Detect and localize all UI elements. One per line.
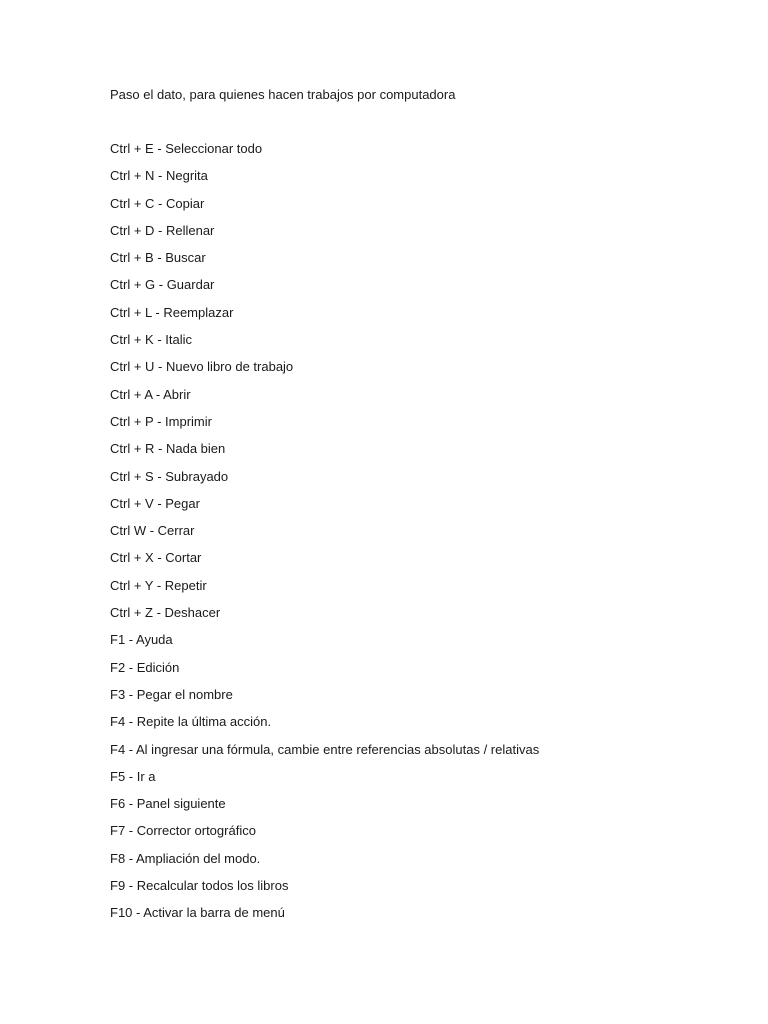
shortcut-item: Ctrl + G - Guardar [110,277,215,293]
shortcut-item: F2 - Edición [110,659,180,675]
shortcut-item: Ctrl W - Cerrar [110,523,195,539]
shortcut-item: Ctrl + Y - Repetir [110,577,207,593]
shortcut-item: Ctrl + K - Italic [110,332,192,348]
shortcut-item: F4 - Repite la última acción. [110,714,272,730]
shortcut-item: Ctrl + V - Pegar [110,495,200,511]
shortcut-item: F7 - Corrector ortográfico [110,823,256,839]
shortcut-item: Ctrl + U - Nuevo libro de trabajo [110,359,294,375]
shortcut-item: F6 - Panel siguiente [110,796,226,812]
shortcut-item: Ctrl + D - Rellenar [110,222,215,238]
shortcut-item: Ctrl + N - Negrita [110,168,208,184]
shortcut-item: Ctrl + S - Subrayado [110,468,229,484]
shortcut-item: F8 - Ampliación del modo. [110,850,261,866]
shortcut-item: Ctrl + B - Buscar [110,250,206,266]
shortcut-item: Ctrl + Z - Deshacer [110,605,221,621]
shortcut-item: Ctrl + C - Copiar [110,195,205,211]
document-title: Paso el dato, para quienes hacen trabajos por computadora [110,87,456,102]
shortcut-item: Ctrl + L - Reemplazar [110,304,234,320]
shortcut-item: Ctrl + X - Cortar [110,550,202,566]
shortcut-item: F3 - Pegar el nombre [110,686,233,702]
shortcut-item: F5 - Ir a [110,768,156,784]
shortcut-item: F10 - Activar la barra de menú [110,905,285,921]
shortcut-list [110,140,539,932]
shortcut-item: Ctrl + E - Seleccionar todo [110,141,263,156]
shortcut-item: Ctrl + A - Abrir [110,386,191,402]
shortcut-item: F1 - Ayuda [110,632,173,648]
shortcut-item: F9 - Recalcular todos los libros [110,878,289,894]
shortcut-item: F4 - Al ingresar una fórmula, cambie entre referencias absolutas / relativas [110,741,540,757]
shortcut-item: Ctrl + R - Nada bien [110,441,226,457]
shortcut-item: Ctrl + P - Imprimir [110,413,212,429]
